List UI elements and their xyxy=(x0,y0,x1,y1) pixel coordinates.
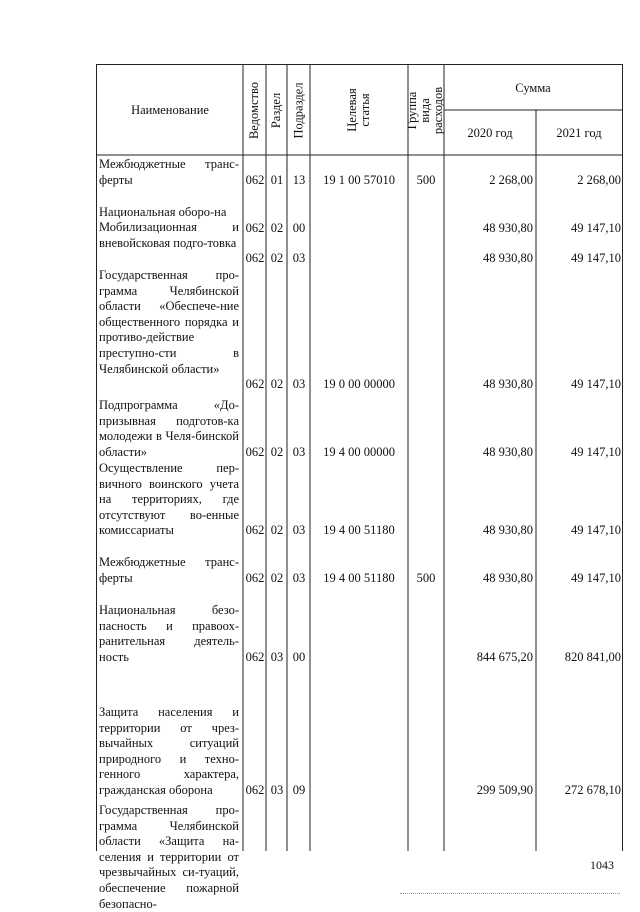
row-sum-2020: 48 930,80 xyxy=(483,377,533,392)
header-podrazdel: Подраздел xyxy=(291,82,305,138)
row-sum-2021: 2 268,00 xyxy=(577,172,621,187)
row-name: Осуществление пер-вичного воинского учета на территориях, где отсутствуют во-енные комиссариаты xyxy=(99,461,239,538)
row-target: 19 4 00 51180 xyxy=(323,523,395,538)
row-name: Национальная безо-пасность и правоох-ранительная деятель-ность xyxy=(99,603,239,664)
row-sum-2020: 844 675,20 xyxy=(476,649,533,664)
row-sum-2021: 49 147,10 xyxy=(571,251,621,266)
header-group: Группа вида расходов xyxy=(405,86,446,134)
row-razdel: 02 xyxy=(270,570,284,585)
row-vedomstvo: 062 xyxy=(245,220,265,235)
row-podrazdel: 03 xyxy=(292,570,306,585)
row-razdel: 03 xyxy=(270,783,284,797)
row-target: 19 0 00 00000 xyxy=(323,377,395,392)
row-vedomstvo: 062 xyxy=(245,172,265,187)
row-sum-2021: 49 147,10 xyxy=(571,523,621,538)
header-year-2021: 2021 год xyxy=(556,125,602,140)
row-name: Межбюджетные транс-ферты xyxy=(99,555,239,585)
row-sum-2020: 299 509,90 xyxy=(476,783,533,797)
row-sum-2020: 48 930,80 xyxy=(483,570,533,585)
row-sum-2020: 48 930,80 xyxy=(483,220,533,235)
row-podrazdel: 03 xyxy=(292,377,306,392)
row-razdel: 02 xyxy=(270,523,284,538)
row-podrazdel: 00 xyxy=(292,649,306,664)
row-razdel: 02 xyxy=(270,377,284,392)
row-razdel: 02 xyxy=(270,220,284,235)
row-name: Межбюджетные транс-ферты xyxy=(99,157,239,187)
header-vedomstvo: Ведомство xyxy=(247,81,261,139)
row-sum-2020: 48 930,80 xyxy=(483,523,533,538)
row-name: Государственная про-грамма Челябинской области «Обеспече-ние общественного порядка и противо-действие преступно-сти в Челябинской области» xyxy=(99,268,239,376)
row-razdel: 01 xyxy=(270,172,284,187)
header-target: Целевая статья xyxy=(345,88,372,132)
row-target: 19 4 00 51180 xyxy=(323,570,395,585)
row-razdel: 02 xyxy=(270,444,284,459)
row-sum-2020: 2 268,00 xyxy=(489,172,533,187)
row-podrazdel: 03 xyxy=(292,444,306,459)
row-vedomstvo: 062 xyxy=(245,570,265,585)
footer-divider xyxy=(400,893,620,894)
row-podrazdel: 00 xyxy=(292,220,306,235)
row-name: Мобилизационная и вневойсковая подго-товка xyxy=(99,220,239,250)
row-podrazdel: 13 xyxy=(292,172,306,187)
header-name: Наименование xyxy=(131,103,209,117)
row-name: Защита населения и территории от чрез-вычайных ситуаций природного и техно-генного характера, гражданская оборона xyxy=(99,705,239,797)
row-sum-2021: 49 147,10 xyxy=(571,220,621,235)
row-target: 19 1 00 57010 xyxy=(323,172,395,187)
row-group: 500 xyxy=(416,172,436,187)
row-group: 500 xyxy=(416,570,436,585)
header-sum: Сумма xyxy=(515,80,551,95)
row-podrazdel: 03 xyxy=(292,523,306,538)
row-razdel: 02 xyxy=(270,251,284,266)
row-vedomstvo: 062 xyxy=(245,444,265,459)
row-name: Подпрограмма «До-призывная подготов-ка молодежи в Челя-бинской области» xyxy=(99,398,239,459)
header-year-2020: 2020 год xyxy=(467,125,513,140)
row-vedomstvo: 062 xyxy=(245,783,265,797)
row-razdel: 03 xyxy=(270,649,284,664)
row-sum-2020: 48 930,80 xyxy=(483,444,533,459)
header-razdel: Раздел xyxy=(269,92,284,128)
row-target: 19 4 00 00000 xyxy=(323,444,395,459)
row-podrazdel: 03 xyxy=(292,251,306,266)
row-vedomstvo: 062 xyxy=(245,523,265,538)
row-vedomstvo: 062 xyxy=(245,377,265,392)
row-name: Национальная оборо-на xyxy=(99,205,227,219)
row-name: Государственная про-грамма Челябинской области «Защита на-селения и территории от чрезвычайных си-туаций, обеспечение пожарной безопасно- xyxy=(99,803,239,911)
row-vedomstvo: 062 xyxy=(245,251,265,266)
row-sum-2021: 49 147,10 xyxy=(571,570,621,585)
row-vedomstvo: 062 xyxy=(245,649,265,664)
page-number: 1043 xyxy=(590,858,614,872)
row-sum-2021: 272 678,10 xyxy=(564,783,621,797)
row-sum-2020: 48 930,80 xyxy=(483,251,533,266)
row-sum-2021: 49 147,10 xyxy=(571,377,621,392)
row-sum-2021: 820 841,00 xyxy=(564,649,621,664)
row-podrazdel: 09 xyxy=(292,783,306,797)
row-sum-2021: 49 147,10 xyxy=(571,444,621,459)
